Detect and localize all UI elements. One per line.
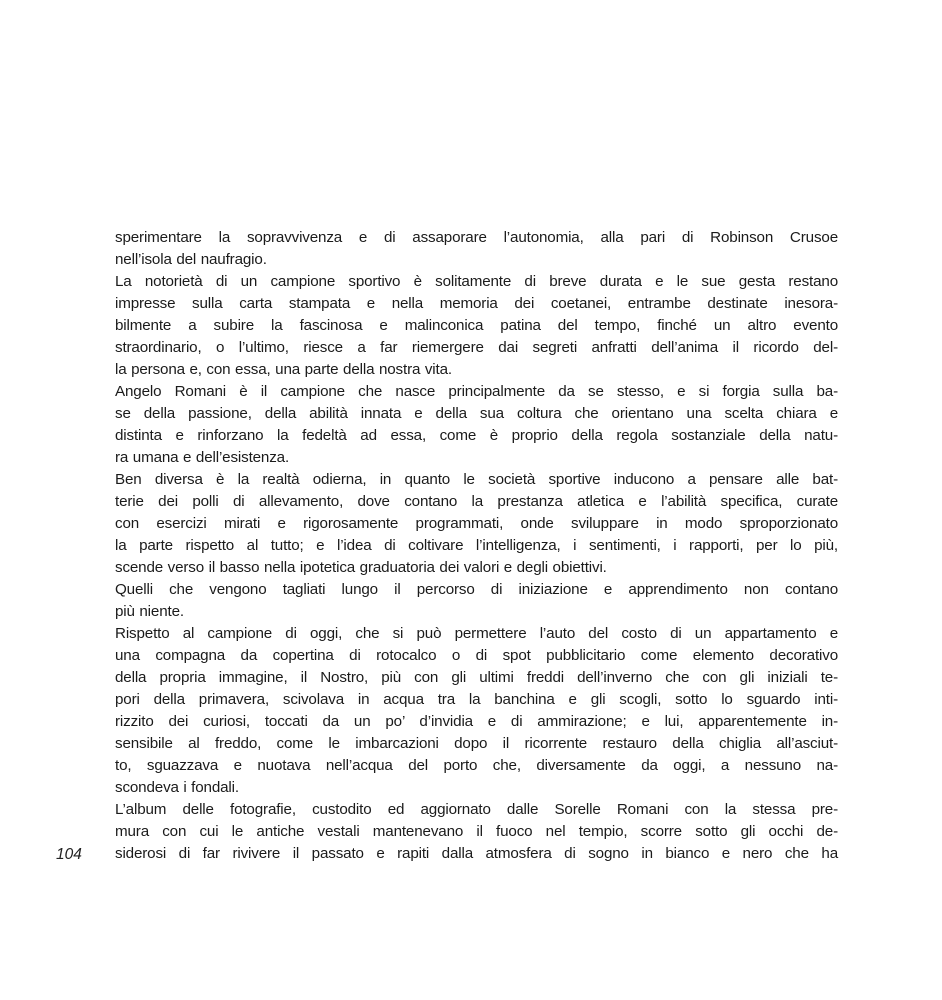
- text-line: se della passione, della abilità innata e della sua coltura che orientano una scelta chiara e: [115, 405, 838, 422]
- text-line: rizzito dei curiosi, toccati da un po’ d’invidia e di ammirazione; e lui, apparentemente in-: [115, 713, 838, 730]
- text-line: siderosi di far rivivere il passato e rapiti dalla atmosfera di sogno in bianco e nero che ha: [115, 845, 838, 862]
- paragraph: [115, 799, 838, 865]
- text-line: La notorietà di un campione sportivo è solitamente di breve durata e le sue gesta restano: [115, 273, 838, 290]
- text-line: L’album delle fotografie, custodito ed aggiornato dalle Sorelle Romani con la stessa pre-: [115, 801, 838, 818]
- text-line: la persona e, con essa, una parte della nostra vita.: [115, 361, 452, 378]
- text-line: pori della primavera, scivolava in acqua tra la banchina e gli scogli, sotto lo sguardo inti-: [115, 691, 838, 708]
- text-line: con esercizi mirati e rigorosamente programmati, onde sviluppare in modo sproporzionato: [115, 515, 838, 532]
- text-line: mura con cui le antiche vestali mantenevano il fuoco nel tempio, scorre sotto gli occhi de-: [115, 823, 838, 840]
- text-line: la parte rispetto al tutto; e l’idea di coltivare l’intelligenza, i sentimenti, i rapporti, per lo più,: [115, 537, 838, 554]
- text-line: Rispetto al campione di oggi, che si può permettere l’auto del costo di un appartamento e: [115, 625, 838, 642]
- paragraph: [115, 579, 838, 623]
- text-line: straordinario, o l’ultimo, riesce a far riemergere dai segreti anfratti dell’anima il ricordo del-: [115, 339, 838, 356]
- text-line: ra umana e dell’esistenza.: [115, 449, 290, 466]
- paragraph: [115, 381, 838, 469]
- text-line: sensibile al freddo, come le imbarcazioni dopo il ricorrente restauro della chiglia all’asciut-: [115, 735, 838, 752]
- text-line: Angelo Romani è il campione che nasce principalmente da se stesso, e si forgia sulla ba-: [115, 383, 838, 400]
- paragraph: [115, 623, 838, 799]
- text-line: nell’isola del naufragio.: [115, 251, 267, 268]
- text-line: scende verso il basso nella ipotetica graduatoria dei valori e degli obiettivi.: [115, 559, 607, 576]
- text-line: una compagna da copertina di rotocalco o di spot pubblicitario come elemento decorativo: [115, 647, 838, 664]
- paragraph: [115, 469, 838, 579]
- text-line: più niente.: [115, 603, 184, 620]
- text-line: bilmente a subire la fascinosa e malinconica patina del tempo, finché un altro evento: [115, 317, 838, 334]
- text-line: terie dei polli di allevamento, dove contano la prestanza atletica e l’abilità specifica, curate: [115, 493, 838, 510]
- text-block: [115, 227, 838, 865]
- text-line: to, sguazzava e nuotava nell’acqua del porto che, diversamente da oggi, a nessuno na-: [115, 757, 838, 774]
- paragraph: [115, 271, 838, 381]
- text-line: della propria immagine, il Nostro, più con gli ultimi freddi dell’inverno che con gli iniziali te-: [115, 669, 838, 686]
- text-line: distinta e rinforzano la fedeltà ad essa, come è proprio della regola sostanziale della natu-: [115, 427, 838, 444]
- text-line: sperimentare la sopravvivenza e di assaporare l’autonomia, alla pari di Robinson Crusoe: [115, 229, 838, 246]
- text-line: scondeva i fondali.: [115, 779, 239, 796]
- text-line: Ben diversa è la realtà odierna, in quanto le società sportive inducono a pensare alle bat-: [115, 471, 838, 488]
- text-line: impresse sulla carta stampata e nella memoria dei coetanei, entrambe destinate inesora-: [115, 295, 838, 312]
- text-line: Quelli che vengono tagliati lungo il percorso di iniziazione e apprendimento non contano: [115, 581, 838, 598]
- page-number: 104: [56, 846, 82, 863]
- paragraph: [115, 227, 838, 271]
